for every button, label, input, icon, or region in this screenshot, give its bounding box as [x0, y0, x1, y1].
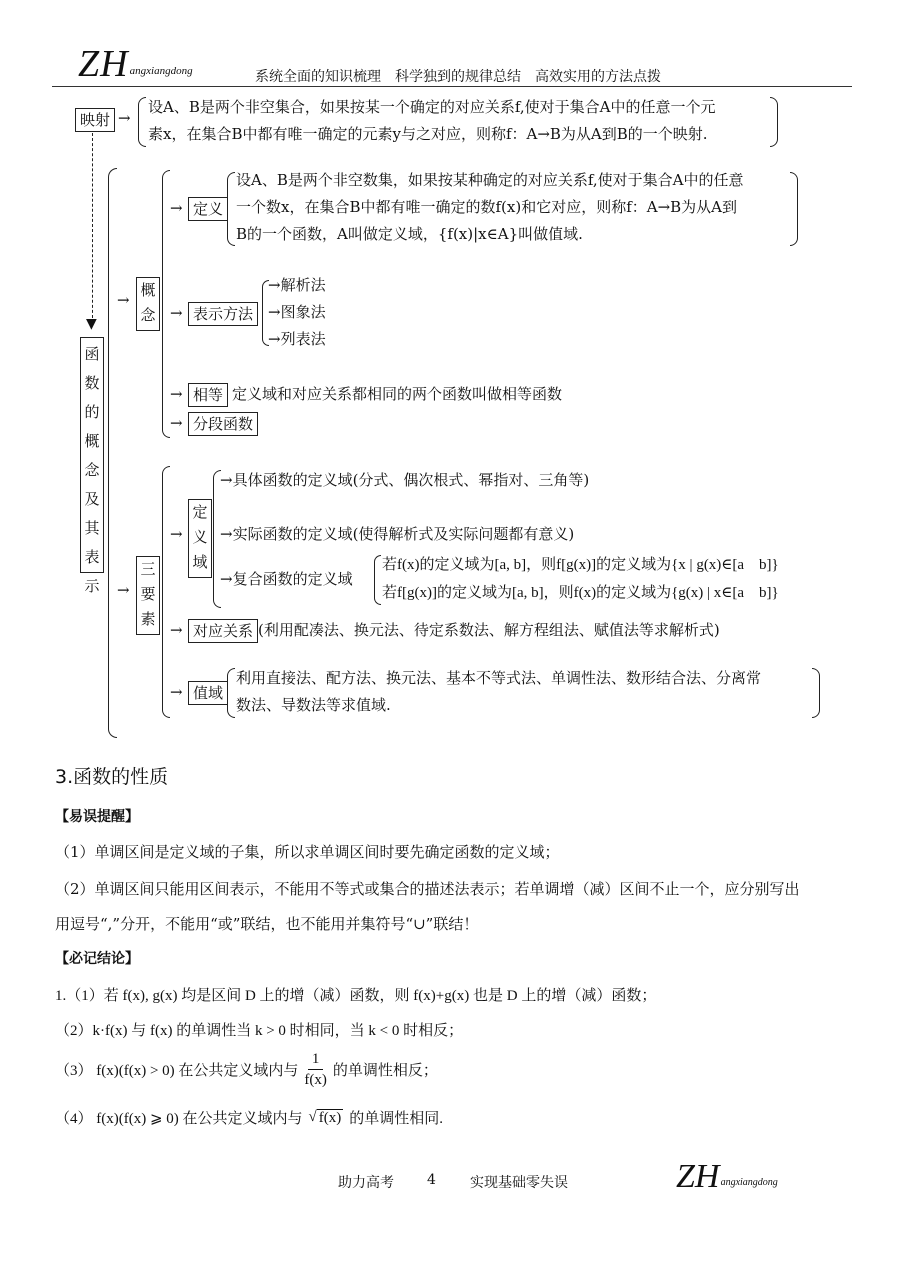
- arrow-icon: →: [170, 683, 183, 701]
- conclusion-3: [55, 1049, 438, 1090]
- brace-mapping-right: [770, 97, 778, 147]
- mapping-line2: 素x，在集合B中都有唯一确定的元素y与之对应，则称f：A→B为从A到B的一个映射.: [148, 125, 708, 143]
- correspondence-text: (利用配凑法、换元法、待定系数法、解方程组法、赋值法等求解析式): [258, 621, 720, 639]
- brace-definition-right: [790, 172, 798, 246]
- arrow-icon: →: [170, 414, 183, 432]
- page-number: 4: [427, 1172, 436, 1188]
- fraction-numerator: 1: [308, 1049, 324, 1070]
- representation-item-1: →解析法: [268, 276, 326, 294]
- dashed-connector: [92, 133, 93, 323]
- mapping-label: 映射: [75, 108, 115, 132]
- conclusion-2: （2）k·f(x) 与 f(x) 的单调性当 k > 0 时相同，当 k < 0 时相反；: [55, 1023, 464, 1039]
- domain-composite-2: 若f[g(x)]的定义域为[a, b]，则f(x)的定义域为{g(x) | x∈[a b]}: [382, 585, 779, 601]
- logo-main: ZH: [78, 43, 129, 85]
- logo-script: angxiangdong: [129, 65, 193, 77]
- brace-main: [108, 168, 117, 738]
- conclusion-3-pre: （3） f(x)(f(x) > 0) 在公共定义域内与: [55, 1063, 299, 1079]
- tip-2-line2: 用逗号“,”分开，不能用“或”联结，也不能用并集符号“∪”联结！: [55, 915, 479, 933]
- range-label: 值域: [188, 681, 228, 705]
- section-title: 3.函数的性质: [55, 766, 169, 788]
- domain-label: 定义域: [188, 499, 212, 578]
- footer-right: 实现基础零失误: [470, 1175, 568, 1191]
- arrow-icon: →: [117, 291, 130, 309]
- tip-2-line1: （2）单调区间只能用区间表示，不能用不等式或集合的描述法表示；若单调增（减）区间不止一个，应分别写出: [55, 880, 800, 898]
- equal-text: 定义域和对应关系都相同的两个函数叫做相等函数: [232, 385, 563, 403]
- definition-label: 定义: [188, 197, 228, 221]
- footer-logo-script: angxiangdong: [720, 1177, 778, 1188]
- brace-range-right: [812, 668, 820, 718]
- footer-left: 助力高考: [338, 1175, 394, 1191]
- brace-three-elements: [162, 466, 170, 718]
- header-rule: [52, 86, 852, 87]
- arrow-icon: →: [170, 385, 183, 403]
- concept-label: 概念: [136, 277, 160, 331]
- brace-mapping: [138, 97, 146, 147]
- sqrt-radicand: f(x): [318, 1109, 342, 1126]
- conclusion-4-post: 的单调性相同.: [349, 1111, 444, 1127]
- conclusion-1: 1.（1）若 f(x), g(x) 均是区间 D 上的增（减）函数，则 f(x)+g(x) 也是 D 上的增（减）函数；: [55, 988, 657, 1004]
- sqrt-icon: √: [308, 1109, 317, 1125]
- range-line1: 利用直接法、配方法、换元法、基本不等式法、单调性法、数形结合法、分离常: [236, 669, 762, 687]
- header-tagline: 系统全面的知识梳理 科学独到的规律总结 高效实用的方法点拨: [255, 69, 661, 85]
- arrow-icon: →: [170, 525, 183, 543]
- footer-logo-main: ZH: [676, 1158, 720, 1195]
- error-tips-title: 【易误提醒】: [55, 809, 139, 825]
- brace-composite: [374, 555, 381, 605]
- domain-composite-1: 若f(x)的定义域为[a, b]，则f[g(x)]的定义域为{x | g(x)∈[a b]}: [382, 557, 779, 573]
- footer-logo: [676, 1158, 782, 1196]
- representation-label: 表示方法: [188, 302, 258, 326]
- definition-line1: 设A、B是两个非空数集，如果按某种确定的对应关系f,使对于集合A中的任意: [236, 171, 744, 189]
- arrow-icon: →: [170, 621, 183, 639]
- arrow-icon: →: [170, 304, 183, 322]
- domain-composite: →复合函数的定义域: [220, 570, 353, 588]
- conclusion-3-post: 的单调性相反；: [332, 1063, 438, 1079]
- representation-item-3: →列表法: [268, 330, 326, 348]
- brace-definition: [227, 172, 235, 246]
- fraction-denominator: f(x): [304, 1072, 327, 1088]
- correspondence-label: 对应关系: [188, 619, 258, 643]
- mapping-line1: 设A、B是两个非空集合，如果按某一个确定的对应关系f,使对于集合A中的任意一个元: [148, 98, 716, 116]
- brace-range: [227, 668, 235, 718]
- conclusions-title: 【必记结论】: [55, 951, 139, 967]
- conclusion-4-pre: （4） f(x)(f(x) ⩾ 0) 在公共定义域内与: [55, 1111, 303, 1127]
- arrow-icon: →: [117, 581, 130, 599]
- definition-line3: B的一个函数，A叫做定义域，{f(x)|x∈A}叫做值域.: [236, 225, 583, 243]
- equal-label: 相等: [188, 383, 228, 407]
- arrow-down-icon: ▼: [86, 316, 97, 332]
- header-logo: [78, 42, 197, 86]
- range-line2: 数法、导数法等求值域.: [236, 696, 391, 714]
- brace-concept: [162, 170, 170, 438]
- definition-line2: 一个数x，在集合B中都有唯一确定的数f(x)和它对应，则称f：A→B为从A到: [236, 198, 738, 216]
- arrow-icon: →: [118, 109, 131, 127]
- three-elements-label: 三要素: [136, 556, 160, 635]
- function-concept-box: 函数的概念及其表示: [80, 337, 104, 573]
- domain-concrete: →具体函数的定义域(分式、偶次根式、幂指对、三角等): [220, 471, 590, 489]
- domain-practical: →实际函数的定义域(使得解析式及实际问题都有意义): [220, 525, 575, 543]
- fraction: [304, 1049, 327, 1090]
- piecewise-label: 分段函数: [188, 412, 258, 436]
- arrow-icon: →: [170, 199, 183, 217]
- representation-item-2: →图象法: [268, 303, 326, 321]
- conclusion-4: [55, 1107, 443, 1128]
- tip-1: （1）单调区间是定义域的子集，所以求单调区间时要先确定函数的定义域；: [55, 843, 560, 861]
